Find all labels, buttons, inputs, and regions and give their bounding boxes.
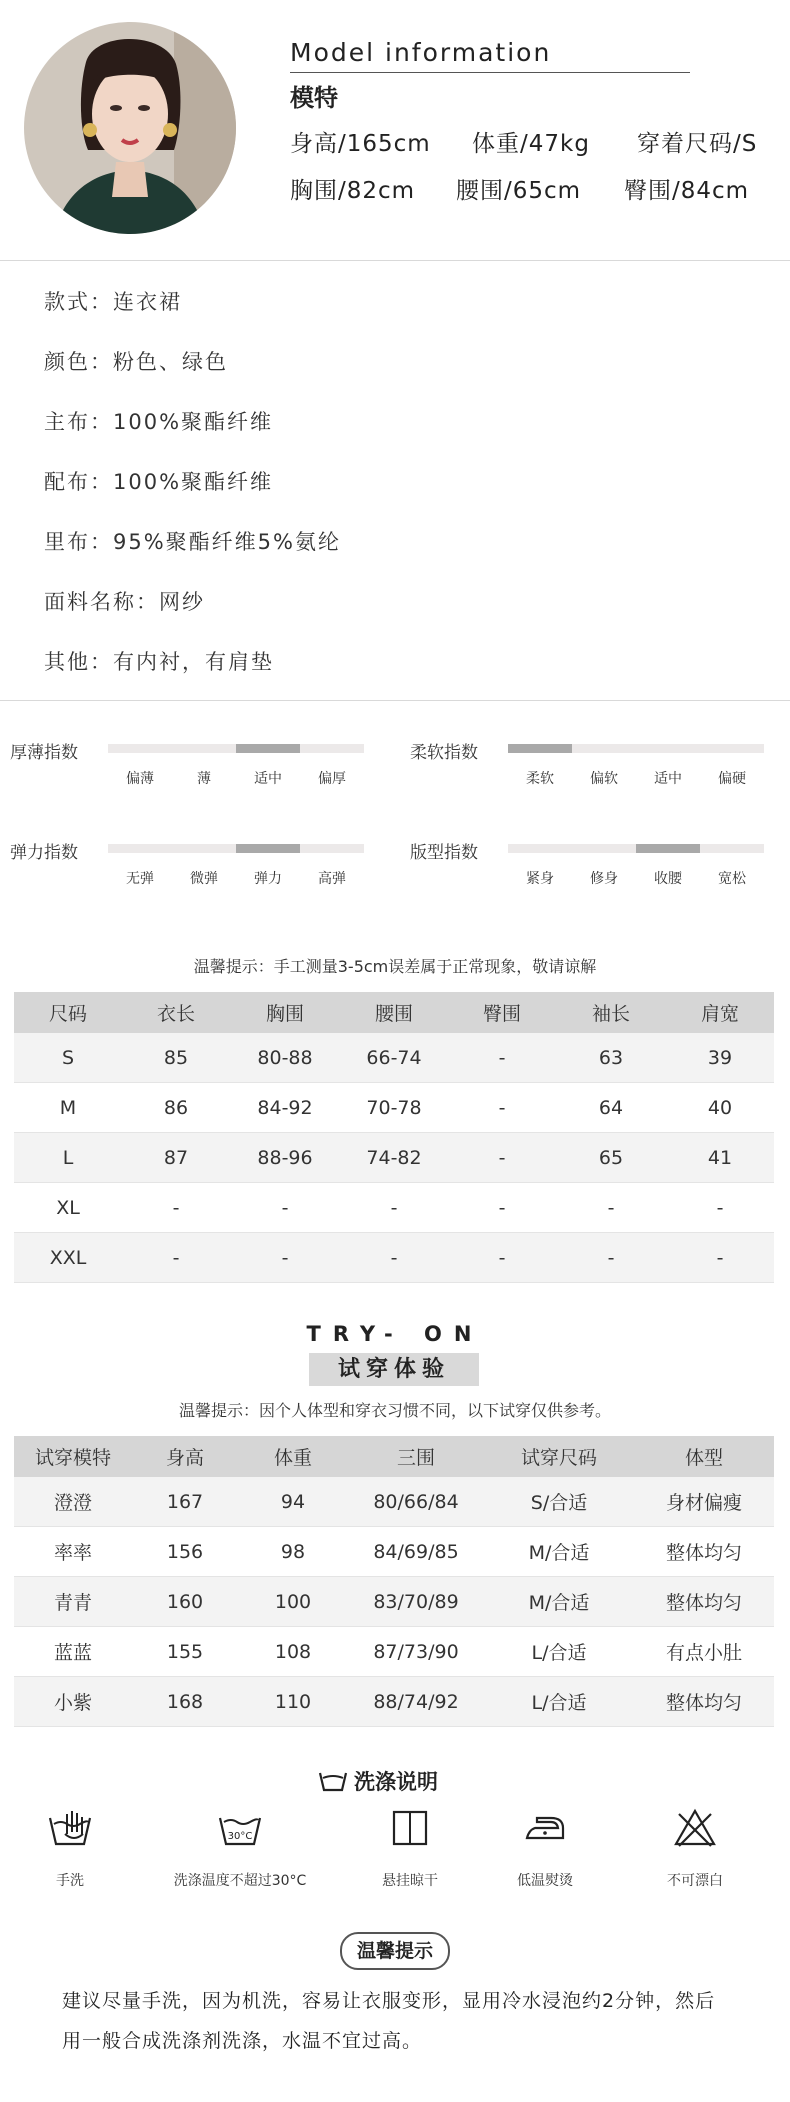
size-table: [14, 992, 774, 1283]
tips-badge: 温馨提示: [340, 1932, 450, 1970]
table-row: [14, 1527, 774, 1577]
size-table-header-cell: 衣长: [122, 992, 230, 1033]
tryon-table-cell: 87/73/90: [348, 1627, 484, 1677]
fit-index-label: 版型指数: [410, 843, 478, 863]
section-divider: [0, 700, 790, 701]
elasticity-index-track: [108, 844, 364, 853]
wash-item-temperature: [150, 1808, 330, 1890]
wash-label: 悬挂晾干: [382, 1873, 438, 1889]
model-bust: 胸围/82cm: [290, 178, 416, 204]
size-table-cell: L: [14, 1133, 122, 1183]
tryon-table-cell: 84/69/85: [348, 1527, 484, 1577]
size-table-cell: M: [14, 1083, 122, 1133]
size-table-cell: 63: [556, 1033, 666, 1083]
wash-basin-icon: [318, 1770, 348, 1792]
wash-label: 洗涤温度不超过30°C: [173, 1873, 307, 1889]
fit-index-tick: 紧身: [526, 871, 554, 887]
wash-item-no-bleach: [655, 1808, 735, 1890]
wash-item-hand-wash: [30, 1808, 110, 1890]
size-table-cell: S: [14, 1033, 122, 1083]
softness-index-tick: 偏硬: [718, 771, 746, 787]
no-bleach-icon: [673, 1808, 717, 1848]
wash-temp-text: 30°C: [227, 1831, 253, 1842]
size-table-cell: -: [556, 1233, 666, 1283]
tryon-table-cell: 80/66/84: [348, 1477, 484, 1527]
wash-label: 不可漂白: [667, 1873, 723, 1889]
attr-style: 款式：连衣裙: [44, 290, 182, 314]
softness-index-tick: 适中: [654, 771, 682, 787]
tryon-table-cell: 青青: [14, 1577, 132, 1627]
table-row: [14, 1627, 774, 1677]
tryon-table-cell: 整体均匀: [634, 1577, 774, 1627]
model-weight: 体重/47kg: [472, 131, 590, 157]
size-table-header-cell: 胸围: [230, 992, 340, 1033]
fit-index-marker: [636, 844, 700, 853]
tryon-table-cell: L/合适: [484, 1677, 634, 1727]
softness-index-marker: [508, 744, 572, 753]
tryon-note: 温馨提示：因个人体型和穿衣习惯不同，以下试穿仅供参考。: [178, 1401, 611, 1420]
size-table-cell: -: [122, 1233, 230, 1283]
fit-index-tick: 宽松: [718, 871, 746, 887]
table-row: [14, 1677, 774, 1727]
softness-index-label: 柔软指数: [410, 743, 478, 763]
tryon-table-cell: M/合适: [484, 1527, 634, 1577]
tryon-table-header-cell: 试穿尺码: [484, 1436, 634, 1477]
model-hip: 臀围/84cm: [624, 178, 750, 204]
table-row: [14, 1183, 774, 1233]
thickness-index-tick: 薄: [197, 771, 211, 787]
tryon-table-cell: 整体均匀: [634, 1527, 774, 1577]
tryon-table-cell: 155: [132, 1627, 238, 1677]
tryon-table-cell: 88/74/92: [348, 1677, 484, 1727]
thickness-index-track: [108, 744, 364, 753]
size-table-header-cell: 臀围: [448, 992, 556, 1033]
size-table-cell: -: [230, 1183, 340, 1233]
elasticity-index-marker: [236, 844, 300, 853]
attr-secondary-fabric: 配布：100%聚酯纤维: [44, 470, 274, 494]
table-row: [14, 1477, 774, 1527]
tryon-table-cell: 167: [132, 1477, 238, 1527]
tryon-table-cell: 160: [132, 1577, 238, 1627]
tryon-table-cell: 168: [132, 1677, 238, 1727]
size-table-cell: -: [448, 1133, 556, 1183]
table-row: [14, 1033, 774, 1083]
size-table-cell: 88-96: [230, 1133, 340, 1183]
size-table-cell: 70-78: [340, 1083, 448, 1133]
elasticity-index-label: 弹力指数: [10, 843, 78, 863]
tryon-table-cell: 身材偏瘦: [634, 1477, 774, 1527]
elasticity-index-tick: 无弹: [126, 871, 154, 887]
size-table-cell: -: [340, 1233, 448, 1283]
tryon-table-cell: 110: [238, 1677, 348, 1727]
size-table-cell: XL: [14, 1183, 122, 1233]
size-table-cell: -: [448, 1233, 556, 1283]
size-table-header-cell: 腰围: [340, 992, 448, 1033]
attr-fabric-name: 面料名称：网纱: [44, 590, 205, 614]
model-waist: 腰围/65cm: [456, 178, 582, 204]
thickness-index-label: 厚薄指数: [10, 743, 78, 763]
tryon-table-cell: L/合适: [484, 1627, 634, 1677]
size-table-cell: 39: [666, 1033, 774, 1083]
wash-heading: [318, 1766, 478, 1796]
attr-main-fabric: 主布：100%聚酯纤维: [44, 410, 274, 434]
size-table-header-cell: 肩宽: [666, 992, 774, 1033]
elasticity-index-tick: 弹力: [254, 871, 282, 887]
size-table-header-cell: 袖长: [556, 992, 666, 1033]
attr-color: 颜色：粉色、绿色: [44, 350, 228, 374]
size-table-cell: -: [448, 1083, 556, 1133]
size-table-cell: -: [448, 1183, 556, 1233]
size-table-cell: 41: [666, 1133, 774, 1183]
table-row: [14, 1577, 774, 1627]
tryon-table-cell: 整体均匀: [634, 1677, 774, 1727]
section-divider: [0, 260, 790, 261]
size-table-cell: 65: [556, 1133, 666, 1183]
attr-lining: 里布：95%聚酯纤维5%氨纶: [44, 530, 341, 554]
size-table-cell: -: [230, 1233, 340, 1283]
wash-title: 洗涤说明: [354, 1770, 438, 1794]
model-info-title: Model information: [290, 38, 552, 67]
tips-line-1: 建议尽量手洗，因为机洗，容易让衣服变形，显用冷水浸泡约2分钟，然后: [62, 1990, 716, 2012]
tryon-table-cell: 100: [238, 1577, 348, 1627]
hand-wash-icon: [47, 1808, 93, 1848]
table-row: [14, 1083, 774, 1133]
size-table-cell: 86: [122, 1083, 230, 1133]
tryon-table-cell: 小紫: [14, 1677, 132, 1727]
tryon-table-cell: M/合适: [484, 1577, 634, 1627]
model-portrait-image: [24, 22, 236, 234]
size-table-cell: 84-92: [230, 1083, 340, 1133]
tryon-table-cell: 有点小肚: [634, 1627, 774, 1677]
softness-index-tick: 柔软: [526, 771, 554, 787]
tryon-table-cell: 98: [238, 1527, 348, 1577]
table-row: [14, 1233, 774, 1283]
tryon-title-cn: 试穿体验: [309, 1353, 479, 1386]
softness-index-track: [508, 744, 764, 753]
fit-index-tick: 收腰: [654, 871, 682, 887]
size-table-cell: 64: [556, 1083, 666, 1133]
thickness-index-marker: [236, 744, 300, 753]
fit-index-track: [508, 844, 764, 853]
size-table-cell: -: [448, 1033, 556, 1083]
fit-index-tick: 修身: [590, 871, 618, 887]
size-table-cell: -: [666, 1233, 774, 1283]
size-table-cell: -: [122, 1183, 230, 1233]
tips-line-2: 用一般合成洗涤剂洗涤，水温不宜过高。: [62, 2030, 423, 2052]
size-note: 温馨提示：手工测量3-5cm误差属于正常现象，敬请谅解: [193, 957, 597, 976]
size-table-cell: 66-74: [340, 1033, 448, 1083]
tryon-table-cell: 澄澄: [14, 1477, 132, 1527]
tryon-table-header-cell: 三围: [348, 1436, 484, 1477]
thickness-index-tick: 偏薄: [126, 771, 154, 787]
wash-label: 手洗: [56, 1873, 84, 1889]
tryon-table-header-cell: 试穿模特: [14, 1436, 132, 1477]
low-iron-icon: [523, 1808, 567, 1848]
attr-other: 其他：有内衬，有肩垫: [44, 650, 274, 674]
tryon-table-header-cell: 身高: [132, 1436, 238, 1477]
size-table-cell: 80-88: [230, 1033, 340, 1083]
table-row: [14, 1133, 774, 1183]
tryon-table-header-cell: 体重: [238, 1436, 348, 1477]
size-table-cell: 74-82: [340, 1133, 448, 1183]
tryon-table-cell: 蓝蓝: [14, 1627, 132, 1677]
tryon-table-cell: 83/70/89: [348, 1577, 484, 1627]
tryon-table-header-cell: 体型: [634, 1436, 774, 1477]
divider: [290, 72, 690, 73]
tryon-title-en: TRY- ON: [306, 1322, 484, 1346]
size-table-cell: -: [340, 1183, 448, 1233]
thickness-index-tick: 适中: [254, 771, 282, 787]
size-table-cell: -: [666, 1183, 774, 1233]
tryon-table-cell: S/合适: [484, 1477, 634, 1527]
wash-label: 低温熨烫: [517, 1873, 573, 1889]
tryon-table-cell: 率率: [14, 1527, 132, 1577]
size-table-cell: 85: [122, 1033, 230, 1083]
size-table-header-cell: 尺码: [14, 992, 122, 1033]
tryon-table-cell: 94: [238, 1477, 348, 1527]
thickness-index-tick: 偏厚: [318, 771, 346, 787]
tryon-table-cell: 156: [132, 1527, 238, 1577]
model-size: 穿着尺码/S: [637, 131, 758, 157]
elasticity-index-tick: 微弹: [190, 871, 218, 887]
elasticity-index-tick: 高弹: [318, 871, 346, 887]
model-title-cn: 模特: [290, 84, 338, 112]
model-avatar: [24, 22, 236, 234]
wash-30-icon: [217, 1808, 263, 1848]
size-table-cell: 87: [122, 1133, 230, 1183]
size-table-cell: 40: [666, 1083, 774, 1133]
tryon-table: [14, 1436, 774, 1727]
wash-item-hang-dry: [370, 1808, 450, 1890]
hang-dry-icon: [390, 1808, 430, 1848]
tryon-table-cell: 108: [238, 1627, 348, 1677]
softness-index-tick: 偏软: [590, 771, 618, 787]
wash-item-low-iron: [505, 1808, 585, 1890]
size-table-cell: XXL: [14, 1233, 122, 1283]
model-height: 身高/165cm: [290, 131, 431, 157]
size-table-cell: -: [556, 1183, 666, 1233]
